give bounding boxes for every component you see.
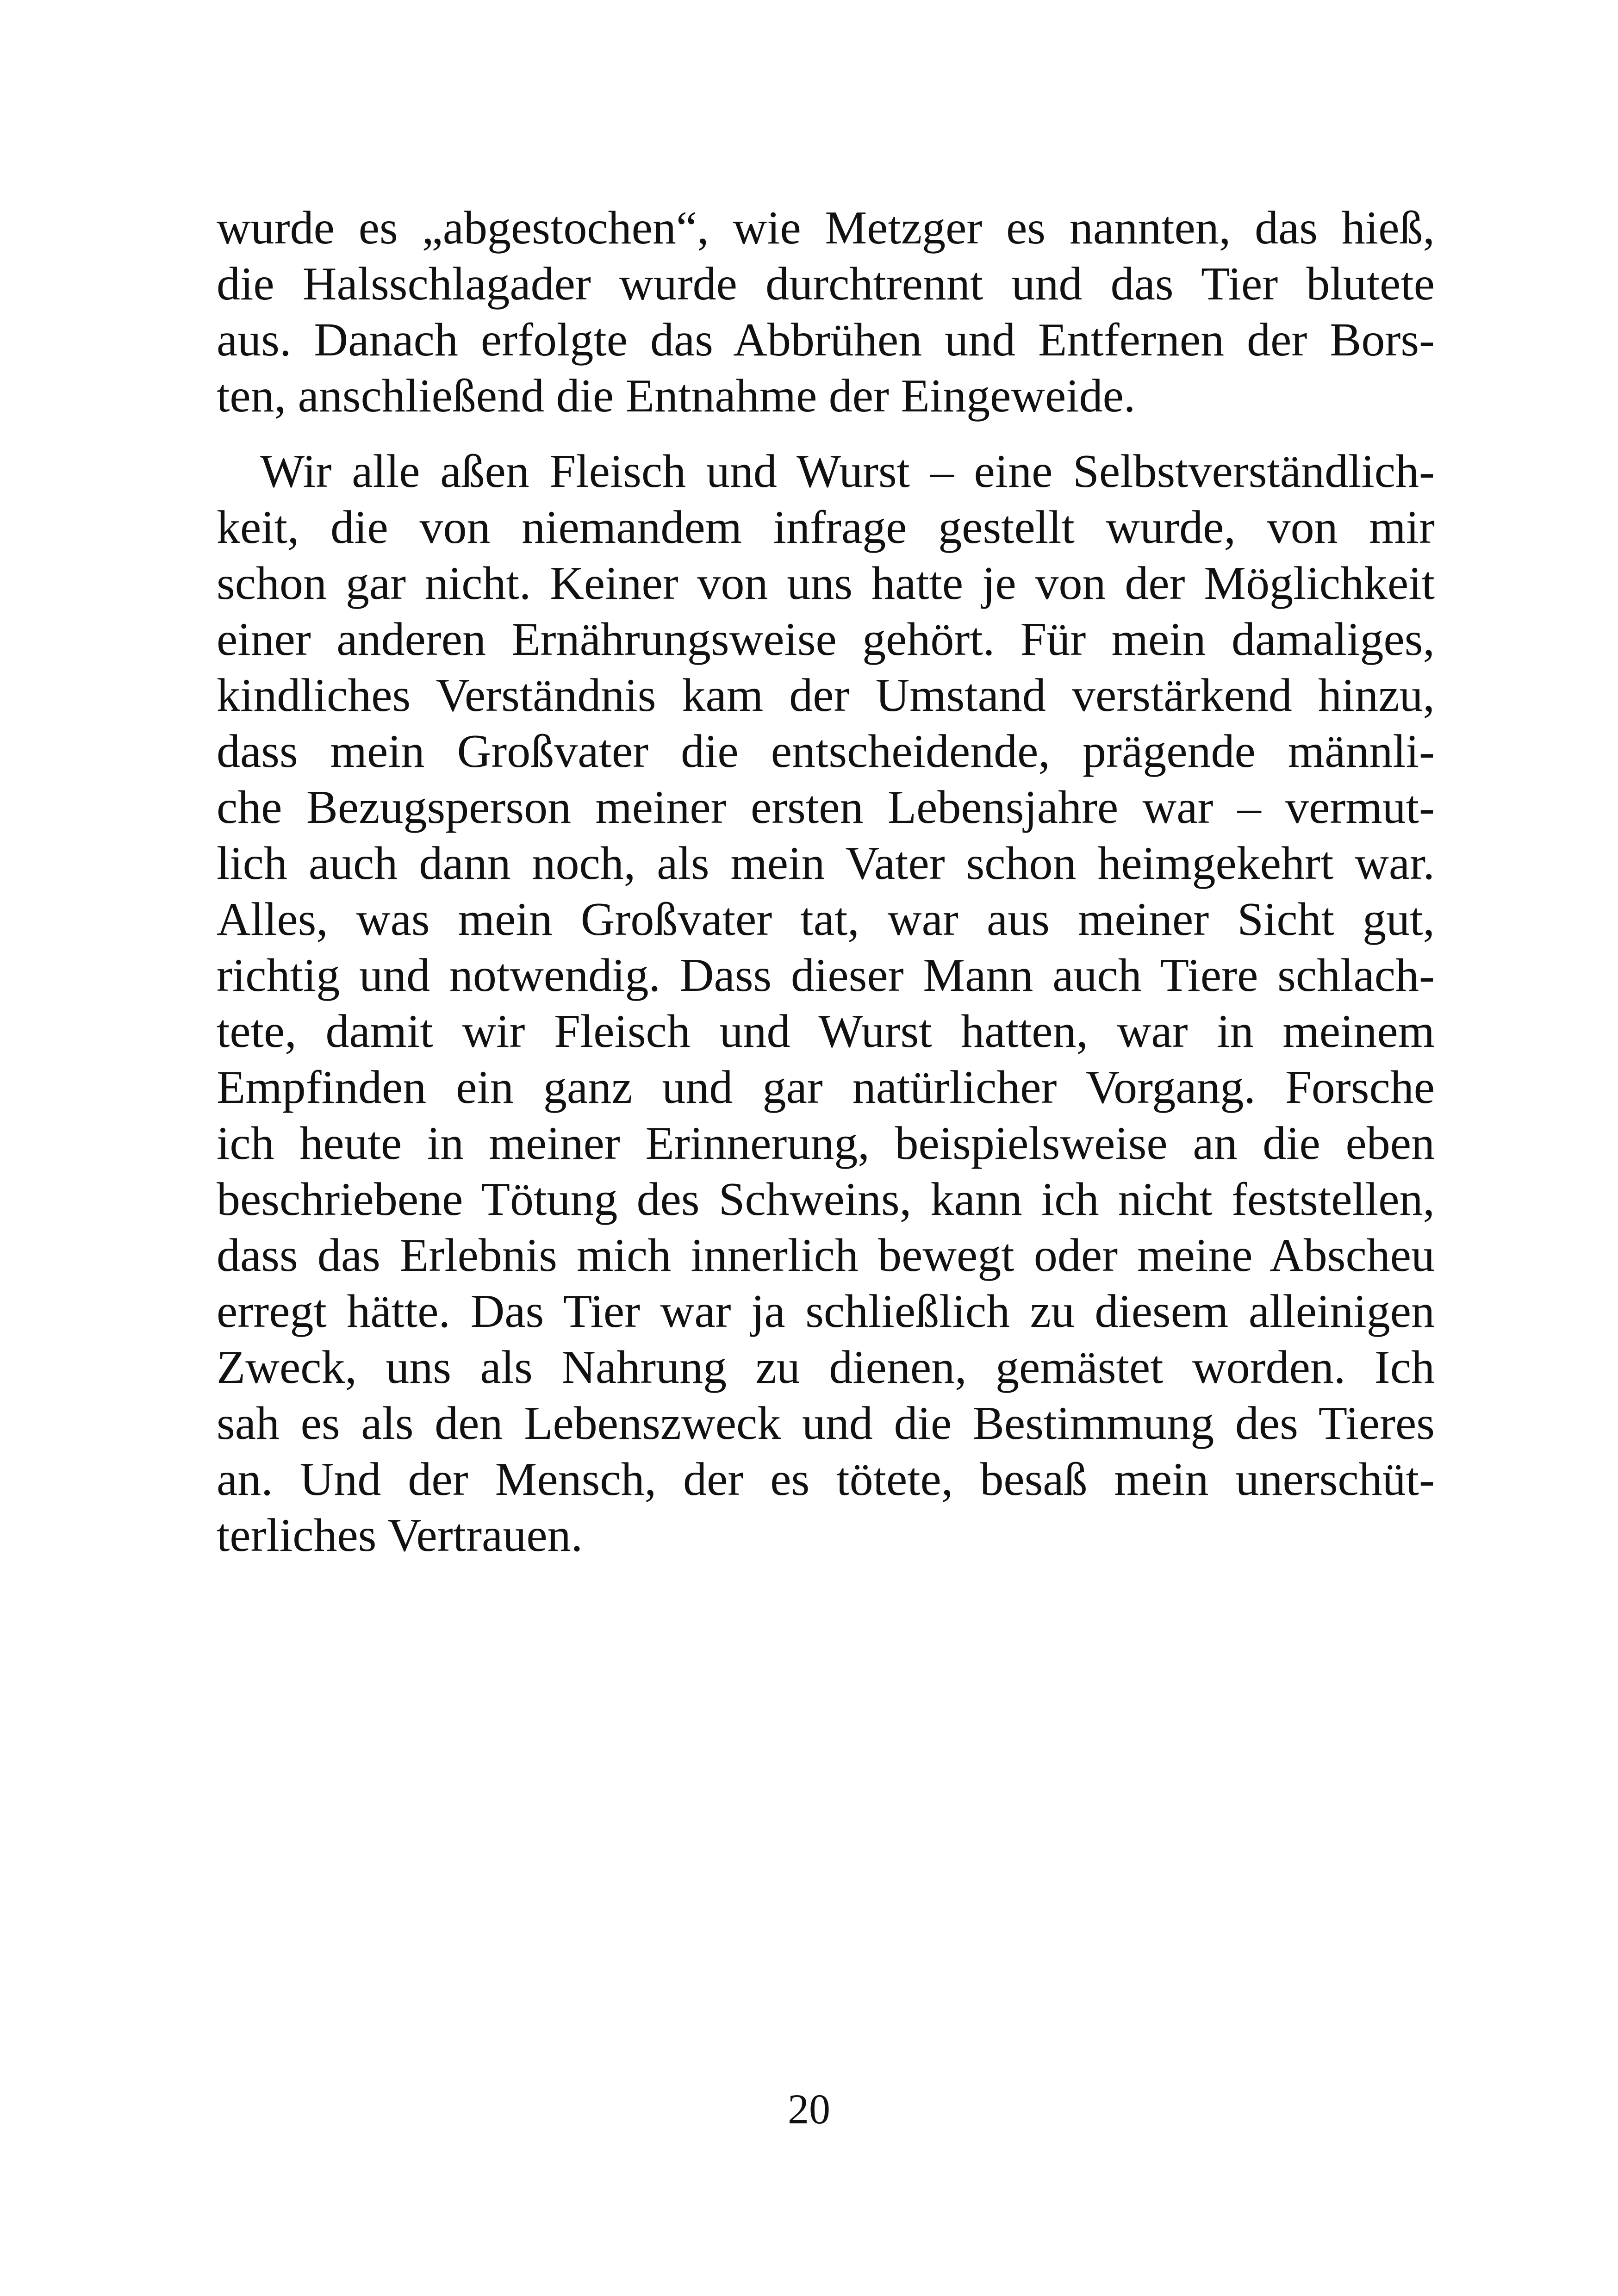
text-line: die Halsschlagader wurde durchtrennt und das Tier blutete: [217, 258, 1435, 310]
text-line: erregt hätte. Das Tier war ja schließlich zu diesem alleinigen: [217, 1285, 1435, 1338]
paragraph-2: [217, 443, 1435, 1563]
text-line: schon gar nicht. Keiner von uns hatte je von der Möglichkeit: [217, 557, 1435, 610]
text-line: Zweck, uns als Nahrung zu dienen, gemästet worden. Ich: [217, 1341, 1435, 1394]
text-line: lich auch dann noch, als mein Vater schon heimgekehrt war.: [217, 837, 1435, 890]
text-line: an. Und der Mensch, der es tötete, besaß mein unerschüt-: [217, 1453, 1435, 1506]
text-line: dass mein Großvater die entscheidende, prägende männli-: [217, 725, 1435, 778]
paragraph-1: [217, 200, 1435, 424]
body-text: [217, 200, 1435, 1563]
text-line: dass das Erlebnis mich innerlich bewegt oder meine Abscheu: [217, 1229, 1435, 1282]
text-line: Alles, was mein Großvater tat, war aus meiner Sicht gut,: [217, 893, 1435, 946]
text-line: ich heute in meiner Erinnerung, beispielsweise an die eben: [217, 1117, 1435, 1170]
text-line: richtig und notwendig. Dass dieser Mann auch Tiere schlach-: [217, 949, 1435, 1002]
page-number: 20: [788, 2085, 830, 2133]
text-line: einer anderen Ernährungsweise gehört. Für mein damaliges,: [217, 613, 1435, 666]
text-line: wurde es „abgestochen“, wie Metzger es nannten, das hieß,: [217, 202, 1435, 254]
text-line: keit, die von niemandem infrage gestellt wurde, von mir: [217, 501, 1435, 554]
text-line: beschriebene Tötung des Schweins, kann ich nicht feststellen,: [217, 1173, 1435, 1226]
text-line: che Bezugsperson meiner ersten Lebensjahre war – vermut-: [217, 781, 1435, 834]
text-line: Wir alle aßen Fleisch und Wurst – eine Selbstverständlich-: [260, 445, 1435, 498]
text-line: Empfinden ein ganz und gar natürlicher Vorgang. Forsche: [217, 1061, 1435, 1114]
text-line: terliches Vertrauen.: [217, 1509, 583, 1562]
text-line: aus. Danach erfolgte das Abbrühen und Entfernen der Bors-: [217, 314, 1435, 366]
text-line: sah es als den Lebenszweck und die Bestimmung des Tieres: [217, 1397, 1435, 1450]
text-line: tete, damit wir Fleisch und Wurst hatten, war in meinem: [217, 1005, 1435, 1058]
text-line: ten, anschließend die Entnahme der Eingeweide.: [217, 370, 1136, 422]
text-line: kindliches Verständnis kam der Umstand verstärkend hinzu,: [217, 669, 1435, 722]
